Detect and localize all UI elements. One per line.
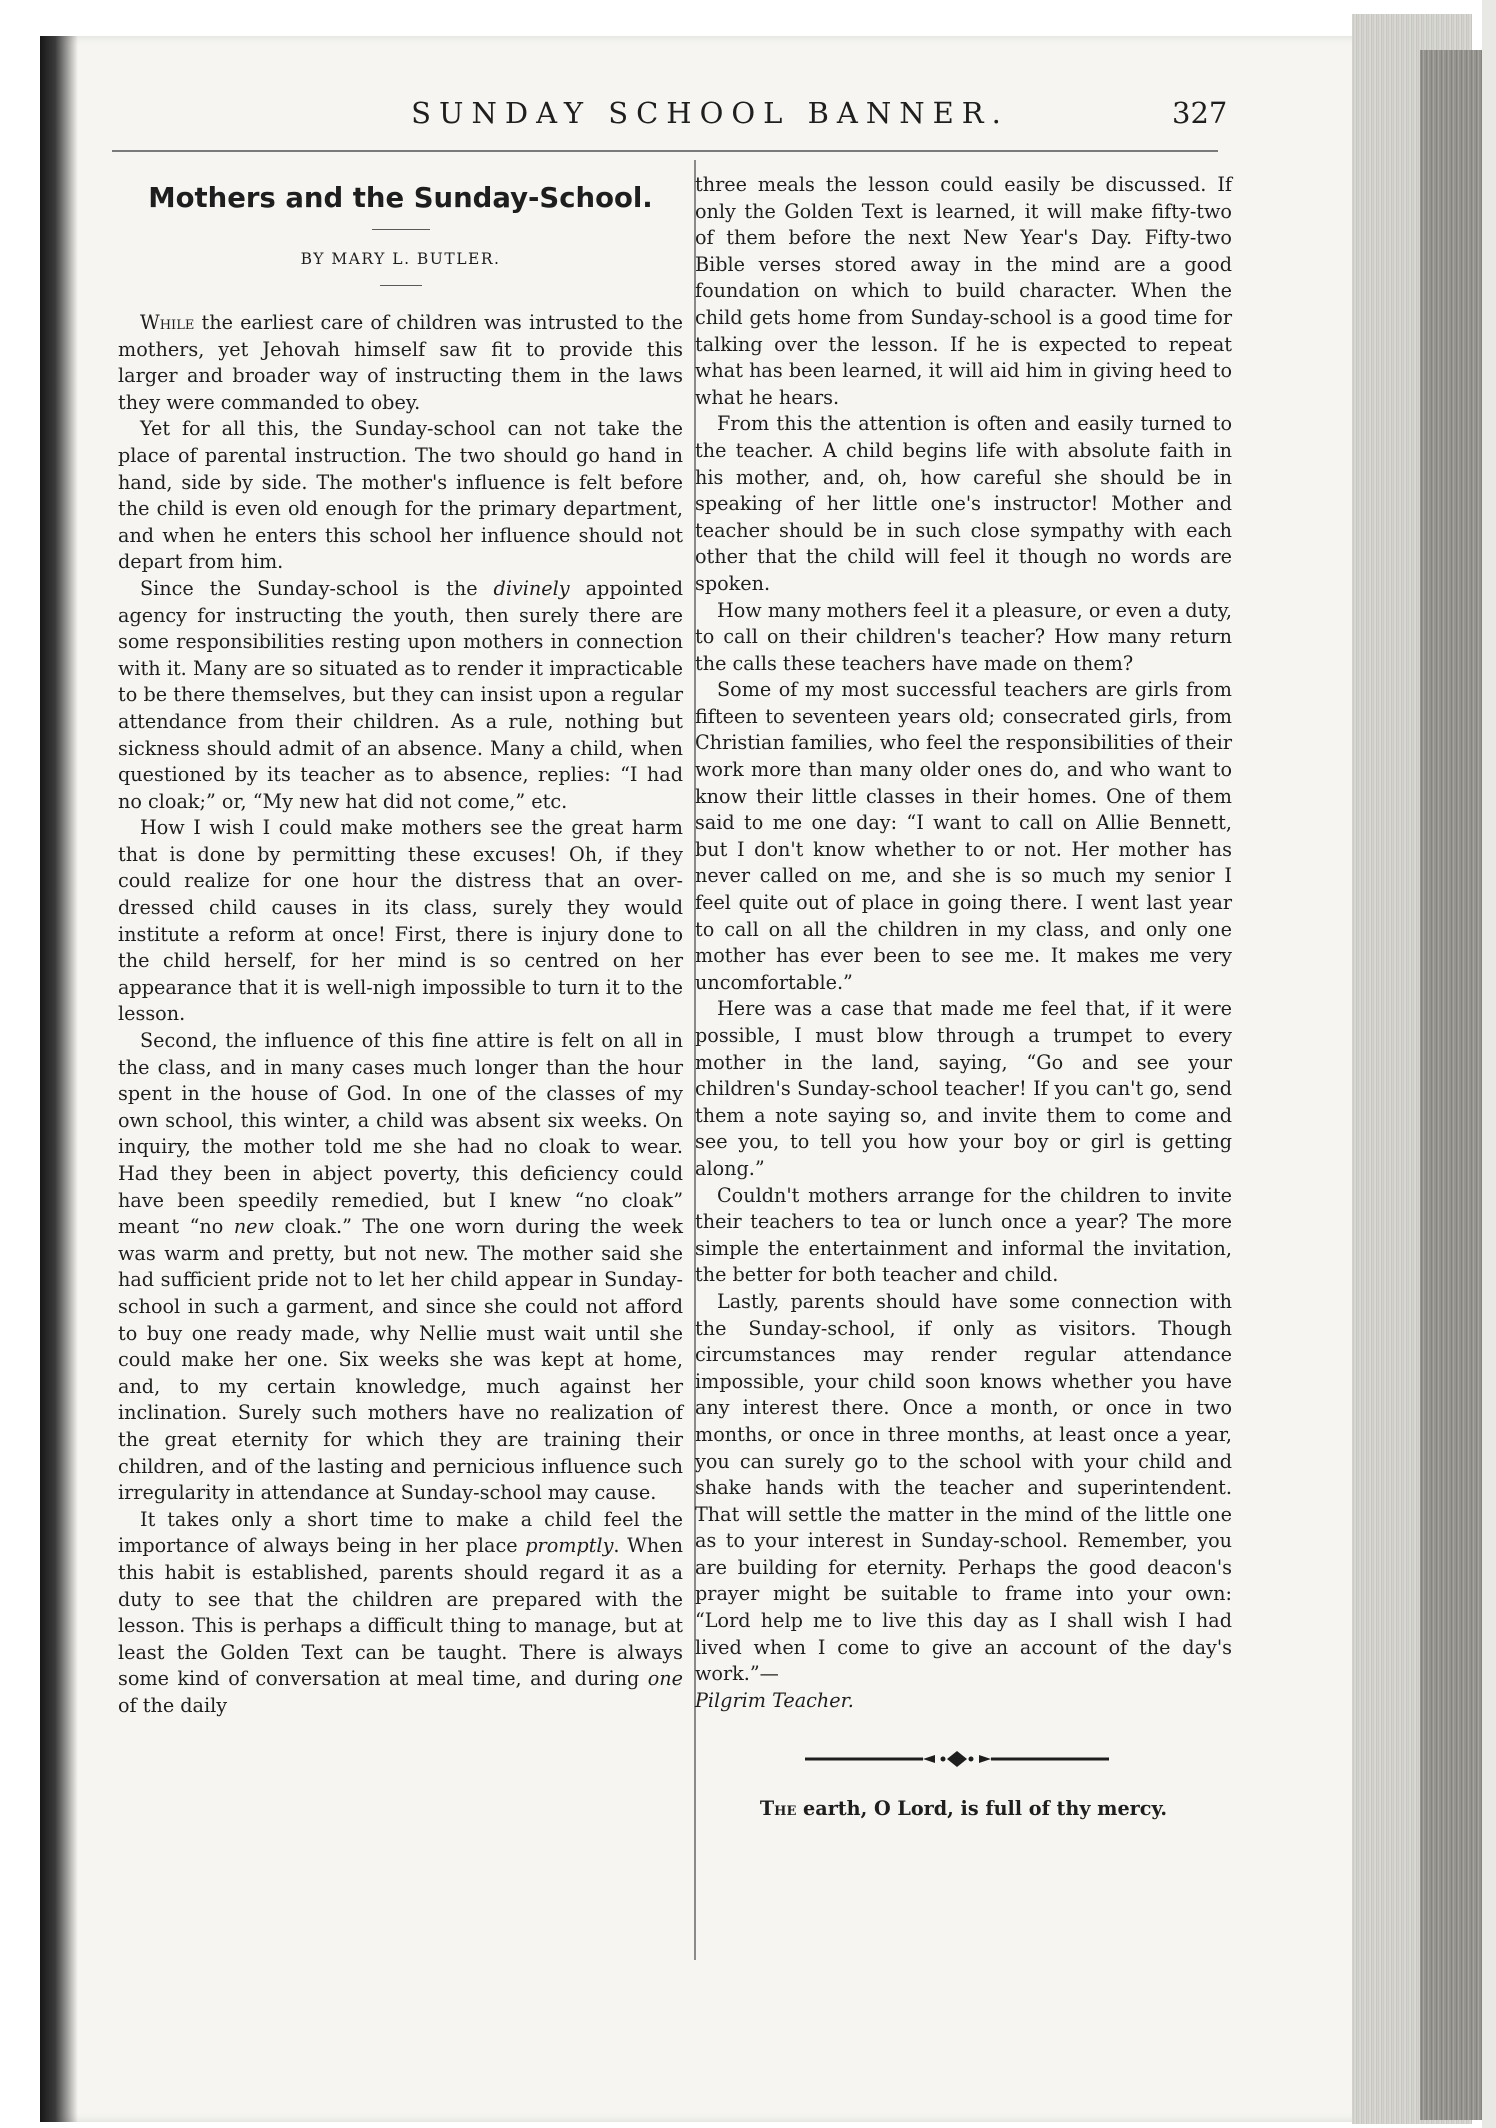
title-rule — [372, 229, 430, 230]
paragraph-text: . When this habit is established, parents should regard it as a duty to see that the children are prepared with the lesson. This is perhaps a difficult thing to manage, but at least the Golden Text can be taught. There is always some kind of conversation at meal time, and during — [118, 1534, 683, 1691]
right-column — [695, 172, 1232, 1823]
paragraph-text: It takes only a short time to make a child feel the importance of always being in her place — [118, 1507, 683, 1558]
drop-word: The — [759, 1797, 797, 1821]
verse-text: earth, O Lord, is full of thy mercy. — [796, 1797, 1168, 1821]
book-fore-edge-shadow — [1420, 50, 1482, 2120]
paragraph: Here was a case that made me feel that, if it were possible, I must blow through a trumpet to every mother in the land, saying, “Go and see your children's Sunday-school teacher! If you can't go, send them a note saying so, and invite them to come and see you, to tell you how your boy or girl is getting along.” — [695, 997, 1232, 1180]
closing-verse — [695, 1796, 1232, 1823]
paragraph-text: Second, the influence of this fine attire is felt on all in the class, and in many cases much longer than the hour spent in the house of God. In one of the classes of my own school, this winter, a child was absent six weeks. On inquiry, the mother told me she had no cloak to wear. Had they been in abject poverty, this deficiency could have been speedily remedied, but I knew “no cloak” meant “no — [118, 1029, 683, 1239]
paragraph: Some of my most successful teachers are girls from fifteen to seventeen years old; consecrated girls, from Christian families, who feel the responsibilities of their work more than many older ones do, and who want to know their little classes in their homes. One of them said to me one day: “I want to call on Allie Bennett, but I don't know whether to or not. Her mother has never called on me, and she is so much my senior I feel quite out of place in going there. I went last year to call on all the children in my class, and only one mother has ever been to see me. It makes me very uncomfortable.” — [695, 678, 1232, 994]
emphasis: new — [233, 1215, 274, 1239]
paragraph: Yet for all this, the Sunday-school can not take the place of parental instruction. The two should go hand in hand, side by side. The mother's influence is felt before the child is even old enough for the primary department, and when he enters this school her influence should not depart from him. — [118, 417, 683, 574]
paragraph-text: of the daily — [118, 1693, 228, 1717]
emphasis: promptly — [525, 1534, 614, 1558]
paragraph-text: cloak.” The one worn during the week was warm and pretty, but not new. The mother said she had sufficient pride not to let her child appear in Sunday-school in such a garment, and since she could not afford to buy one ready made, why Nellie must wait until she could make her one. Six weeks she was kept at home, and, to my certain knowledge, much against her inclination. Surely such mothers have no realization of the great eternity for which they are training their children, and of the lasting and pernicious influence such irregularity in attendance at Sunday-school may cause. — [118, 1215, 683, 1505]
paragraph-text: the earliest care of children was intrusted to the mothers, yet Jehovah himself saw fit to provide this larger and broader way of instructing them in the laws they were commanded to obey. — [118, 311, 683, 414]
paragraph — [118, 1028, 683, 1507]
paragraph — [118, 1507, 683, 1720]
paragraph-text: appointed agency for instructing the youth, then surely there are some responsibilities resting upon mothers in connection with it. Many are so situated as to render it impracticable to be there themselves, but they can insist upon a regular attendance from their children. As a rule, nothing but sickness should admit of an absence. Many a child, when questioned by its teacher as to absence, replies: “I had no cloak;” or, “My new hat did not come,” etc. — [118, 576, 683, 813]
paragraph: How I wish I could make mothers see the great harm that is done by permitting these excuses! Oh, if they could realize for one hour the distress that an over-dressed child causes in its class, surely they would institute a reform at once! First, there is injury done to the child herself, for her mind is so centred on her appearance that it is well-nigh impossible to turn it to the lesson. — [118, 816, 683, 1026]
ornament-graphic — [805, 1748, 1109, 1770]
paragraph — [118, 310, 683, 416]
scan-background — [1482, 0, 1496, 2128]
paragraph: Couldn't mothers arrange for the children to invite their teachers to tea or lunch once a year? The more simple the entertainment and informal the invitation, the better for both teacher and child. — [695, 1183, 1232, 1287]
paragraph: How many mothers feel it a pleasure, or even a duty, to call on their children's teacher? How many return the calls these teachers have made on them? — [695, 598, 1232, 675]
emphasis: divinely — [493, 576, 570, 600]
drop-word: While — [140, 311, 195, 334]
source-citation: Pilgrim Teacher. — [695, 1688, 854, 1712]
paragraph — [118, 576, 683, 815]
article-title: Mothers and the Sunday-School. — [148, 182, 653, 214]
ornamental-rule — [805, 1748, 1109, 1770]
paragraph-text: Since the Sunday-school is the — [140, 576, 494, 600]
paragraph — [695, 1289, 1232, 1715]
running-title: SUNDAY SCHOOL BANNER. — [411, 96, 1009, 130]
binding-gutter — [40, 36, 78, 2122]
emphasis: one — [647, 1667, 683, 1691]
header-rule — [112, 150, 1218, 152]
paragraph: From this the attention is often and easily turned to the teacher. A child begins life with absolute faith in his mother, and, oh, how careful she should be in speaking of her little one's instructor! Mother and teacher should be in such close sympathy with each other that the child will feel it though no words are spoken. — [695, 412, 1232, 595]
paragraph: three meals the lesson could easily be discussed. If only the Golden Text is learned, it will make fifty-two of them before the next New Year's Day. Fifty-two Bible verses stored away in the mind are a good foundation on which to build character. When the child gets home from Sunday-school is a good time for talking over the lesson. If he is expected to repeat what has been learned, it will aid him in giving heed to what he hears. — [695, 173, 1232, 409]
left-column — [118, 172, 683, 1719]
page-number: 327 — [1172, 96, 1228, 130]
byline-rule — [380, 285, 422, 286]
article-byline: BY MARY L. BUTLER. — [300, 250, 501, 268]
paragraph-text: Lastly, parents should have some connection with the Sunday-school, if only as visitors. Though circumstances may render regular attendance impossible, your child soon knows whether you have any interest there. Once a month, or once in two months, or once in three months, at least once a year, you can surely go to the school with your child and shake hands with the teacher and superintendent. That will settle the matter in the mind of the little one as to your interest in Sunday-school. Remember, you are building for eternity. Perhaps the good deacon's prayer might be suitable to frame into your own: “Lord help me to live this day as I shall wish I had lived when I come to give an account of the day's work.”— — [695, 1289, 1232, 1686]
